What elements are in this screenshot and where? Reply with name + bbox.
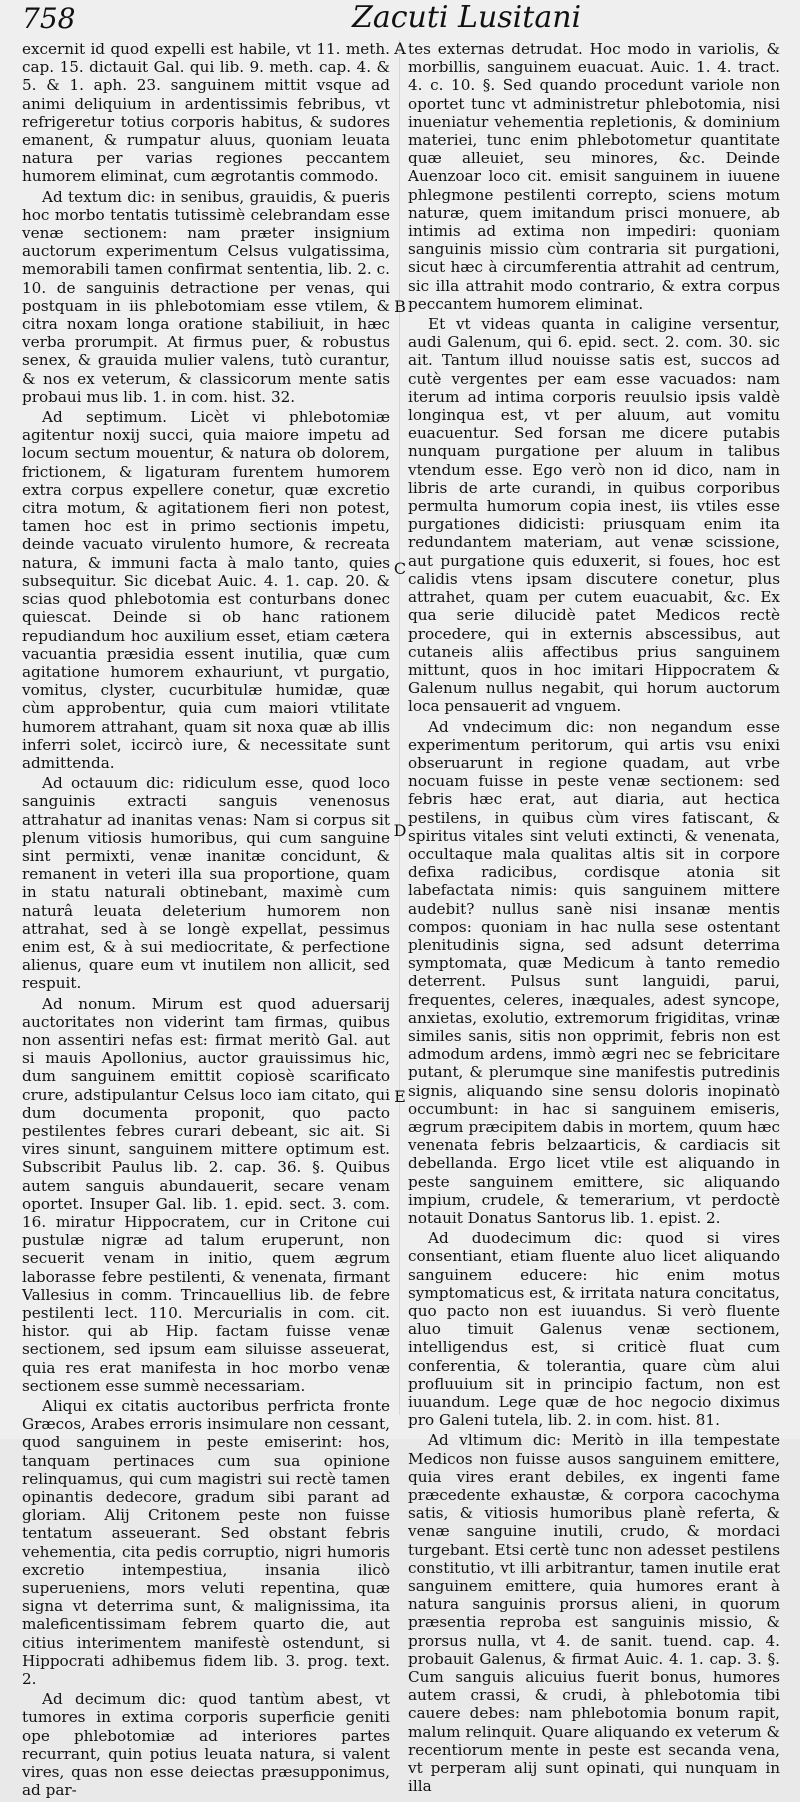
paragraph: Ad duodecimum dic: quod si vires consentiant, etiam fluente aluo licet aliquando sanguinem educere: hic enim motus symptomaticus est, & irritata natura concitatus, quo pacto non est iuuandus. Si verò fluente aluo timuit Galenus venæ sectionem, intelligendus est, si criticè fluat cum conferentia, & tolerantia, quare cùm alui profluuium sit in principio factum, non est iuuandum. Lege quæ de hoc negocio diximus pro Galeni tutela, lib. 2. in com. hist. 81.	[408, 1229, 780, 1430]
margin-letter-d: D	[393, 821, 407, 840]
paragraph: Ad vltimum dic: Meritò in illa tempestate Medicos non fuisse ausos sanguinem emittere, quia vires erant debiles, ex ingenti fame præcedente exhaustæ, & corpora cacochyma satis, & vitiosis humoribus planè referta, & venæ sanguine inutili, crudo, & mordaci turgebant. Etsi certè tunc non adesset pestilens constitutio, vt illi arbitrantur, tamen inutile erat sanguinem emittere, quia humores erant à natura sanguinis prorsus alieni, in quorum præsentia reproba est sanguinis missio, & prorsus nulla, vt 4. de sanit. tuend. cap. 4. probauit Galenus, & firmat Auic. 4. 1. cap. 3. §. Cum sanguis alicuius fuerit bonus, humores autem crassi, & crudi, à phlebotomia tibi cauere debes: nam phlebotomia bonum rapit, malum relinquit. Quare aliquando ex veterum & recentiorum mente in peste est secanda vena, vt perperam alij sunt opinati, qui nunquam in illa	[408, 1431, 780, 1796]
paragraph: Aliqui ex citatis auctoribus perfricta fronte Græcos, Arabes erroris insimulare non cessant, quod sanguinem in peste emiserint: hos, tanquam pertinaces cum sua opinione relinquamus, qui cum magistri sui rectè tamen opinantis dedecore, gradum sibi parant ad gloriam. Alij Critonem peste non fuisse tentatum asseuerant. Sed obstant febris vehementia, cita pedis corruptio, nigri humoris excretio intempestiua, insania ilicò superueniens, mors veluti repentina, quæ signa vt deterrima sunt, & malignissima, ita maleficentissimam febrem quarto die, aut citius interimentem manifestè ostendunt, si Hippocrati adhibemus fidem lib. 3. prog. text. 2.	[22, 1397, 390, 1689]
left-text-column	[22, 40, 390, 1802]
margin-letter-a: A	[394, 39, 406, 58]
margin-letter-b: B	[394, 297, 406, 316]
paragraph: Ad nonum. Mirum est quod aduersarij auctoritates non viderint tam firmas, quibus non assentiri nefas est: firmat meritò Gal. aut si mauis Apollonius, auctor grauissimus hic, dum sanguinem emittit copiosè scarificato crure, adstipulantur Celsus loco iam citato, qui dum documenta proponit, quo pacto pestilentes febres curari debeant, sic ait. Si vires sinunt, sanguinem mittere optimum est. Subscribit Paulus lib. 2. cap. 36. §. Quibus autem sanguis abundauerit, secare venam oportet. Insuper Gal. lib. 1. epid. sect. 3. com. 16. miratur Hippocratem, cur in Critone cui pustulæ nigræ ad talum eruperunt, non secuerit venam in initio, quem ægrum laborasse febre pestilenti, & venenata, firmant Vallesius in comm. Trincauellius lib. de febre pestilenti lect. 110. Mercurialis in com. cit. histor. qui ab Hip. factam fuisse venæ sectionem, sed ipsum eam siluisse asseuerat, quia res erat manifesta in hoc morbo venæ sectionem esse summè necessariam.	[22, 994, 390, 1395]
paragraph: excernit id quod expelli est habile, vt 11. meth. cap. 15. dictauit Gal. qui lib. 9. meth. cap. 4. & 5. & 1. aph. 23. sanguinem mittit vsque ad animi deliquium in ardentissimis febribus, vt refrigeretur totius corporis habitus, & sudores emanent, & rumpatur aluus, quoniam leuata natura per varias regiones peccantem humorem eliminat, cum ægrotantis commodo.	[22, 40, 390, 186]
page-header	[0, 0, 800, 40]
paragraph: Ad vndecimum dic: non negandum esse experimentum peritorum, qui artis vsu enixi obseruarunt in regione quadam, aut vrbe nocuam fuisse in peste venæ sectionem: sed febris hæc erat, aut diaria, aut hectica pestilens, in quibus cùm vires fatiscant, & spiritus vitales sint veluti extincti, & venenata, occultaque mala qualitas altis sit in corpore defixa radicibus, cordisque atonia sit labefactata nimis: quis sanguinem mittere audebit? nullus sanè nisi insanæ mentis compos: quoniam in hac nulla sese ostentant plenitudinis signa, sed adsunt deterrima symptomata, quæ Medicum à tanto remedio deterrent. Pulsus sunt languidi, parui, frequentes, celeres, inæquales, adest syncope, anxietas, exolutio, extremorum frigiditas, vrinæ similes sanis, sitis non opprimit, febris non est admodum ardens, immò ægri nec se febricitare putant, & plerumque sine manifestis putredinis signis, aliquando sine sensu doloris inopinatò occumbunt: in hac si sanguinem emiseris, ægrum præcipitem dabis in mortem, quum hæc venenata febris belzaarticis, & cardiacis sit debellanda. Ergo licet vtile est aliquando in peste sanguinem emittere, sic aliquando impium, crudele, & temerarium, vt perdoctè notauit Donatus Santorus lib. 1. epist. 2.	[408, 717, 780, 1227]
paragraph: Ad octauum dic: ridiculum esse, quod loco sanguinis extracti sanguis venenosus attrahatur ad inanitas venas: Nam si corpus sit plenum vitiosis humoribus, qui cum sanguine sint permixti, venæ inanitæ concidunt, & remanent in veteri illa sua proportione, quam in statu naturali obtinebant, maximè cum naturâ leuata deleterium humorem non attrahat, sed à se longè expellat, pessimus enim est, & à sui mediocritate, & perfectione alienus, quare eum vt inutilem non allicit, sed respuit.	[22, 774, 390, 993]
column-gutter	[399, 40, 400, 1415]
running-title: Zacuti Lusitani	[352, 0, 582, 35]
right-text-column	[408, 40, 780, 1798]
margin-letter-e: E	[394, 1087, 406, 1106]
paragraph: Ad septimum. Licèt vi phlebotomiæ agitentur noxij succi, quia maiore impetu ad locum sectum mouentur, & natura ob dolorem, frictionem, & ligaturam furentem humorem extra corpus expellere conetur, quæ excretio citra motum, & agitationem fieri non potest, tamen hoc est in primo sectionis impetu, deinde vacuato virulento humore, & recreata natura, & immuni facta à malo tanto, quies subsequitur. Sic dicebat Auic. 4. 1. cap. 20. & scias quod phlebotomia est conturbans donec quiescat. Deinde si ob hanc rationem repudiandum hoc auxilium esset, etiam cætera vacuantia præsidia essent inutilia, quæ cum agitatione humorem exhauriunt, vt purgatio, vomitus, clyster, cucurbitulæ humidæ, quæ cùm approbentur, quia cum maiori vtilitate humorem attrahant, quam sit noxa quæ ab illis inferri solet, iccircò iure, & necessitate sunt admittenda.	[22, 408, 390, 772]
paragraph: tes externas detrudat. Hoc modo in variolis, & morbillis, sanguinem euacuat. Auic. 1. 4. tract. 4. c. 10. §. Sed quando procedunt variole non oportet tunc vt administretur phlebotomia, nisi inueniatur vehementia repletionis, & dominium materiei, tunc enim phlebotometur quantitate quæ alleuiet, seu minores, &c. Deinde Auenzoar loco cit. emisit sanguinem in iuuene phlegmone pestilenti correpto, sciens motum naturæ, quem imitandum prisci monuere, ab intimis ad extima non impediri: quoniam sanguinis missio cùm contraria sit purgationi, sicut hæc à circumferentia attrahit ad centrum, sic illa attrahit modo contrario, & extra corpus peccantem humorem eliminat.	[408, 40, 780, 313]
paragraph: Ad textum dic: in senibus, grauidis, & pueris hoc morbo tentatis tutissimè celebrandam esse venæ sectionem: nam præter insignium auctorum experimentum Celsus vulgatissima, memorabili tamen confirmat sententia, lib. 2. c. 10. de sanguinis detractione per venas, qui postquam in iis phlebotomiam esse vtilem, & citra noxam longa oratione stabiliuit, in hæc verba prorumpit. At firmus puer, & robustus senex, & grauida mulier valens, tutò curantur, & nos ex veterum, & classicorum mente satis probaui mus lib. 1. in com. hist. 32.	[22, 187, 390, 406]
page-number: 758	[22, 2, 76, 35]
paragraph: Et vt videas quanta in caligine versentur, audi Galenum, qui 6. epid. sect. 2. com. 30. sic ait. Tantum illud nouisse satis est, succos ad cutè vergentes per eam esse vacuados: nam iterum ad intima corporis reuulsio ipsis valdè longinqua est, vt per aluum, aut vomitu euacuentur. Sed forsan me dicere putabis nunquam purgatione per aluum in talibus vtendum esse. Ego verò non id dico, nam in libris de arte curandi, in quibus corporibus permulta humorum copia inest, iis vtiles esse purgationes didicisti: priusquam enim ita redundantem materiam, aut venæ scissione, aut purgatione quis eduxerit, si foues, hoc est calidis vtens ipsam discutere conetur, plus attrahet, quam per cutem euacuabit, &c. Ex qua serie dilucidè patet Medicos rectè procedere, qui in externis abscessibus, aut cutaneis aliis affectibus prius sanguinem mittunt, quos in hoc imitari Hippocratem & Galenum nullus negabit, qui horum auctorum loca pensauerit ad vnguem.	[408, 315, 780, 716]
margin-letter-c: C	[393, 559, 407, 578]
paragraph: Ad decimum dic: quod tantùm abest, vt tumores in extima corporis superficie geniti ope phlebotomiæ ad interiores partes recurrant, quin potius leuata natura, si valent vires, quas non esse deiectas præsupponimus, ad par-	[22, 1690, 390, 1800]
